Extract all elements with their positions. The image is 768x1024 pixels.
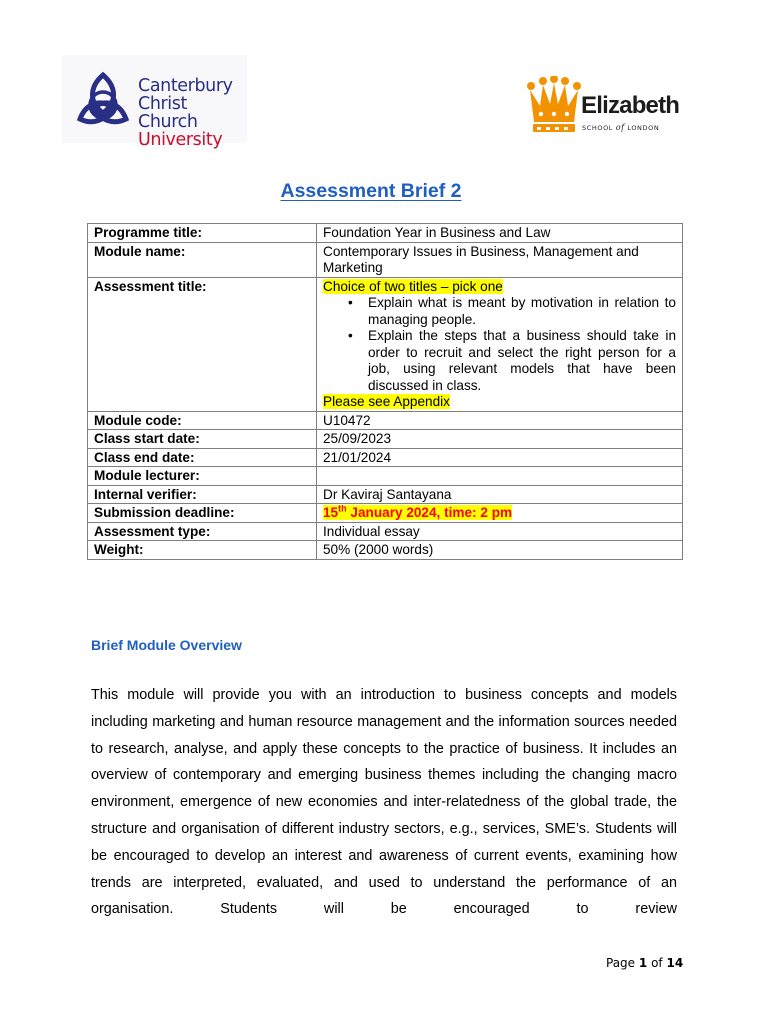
value-class-start-date: 25/09/2023 <box>317 430 683 449</box>
label-class-end-date: Class end date: <box>88 448 317 467</box>
table-row <box>88 242 683 277</box>
value-internal-verifier: Dr Kaviraj Santayana <box>317 485 683 504</box>
list-item: • Explain the steps that a business should take in order to recruit and select the right person for a job, using relevant models that have been discussed in class. <box>344 328 676 394</box>
value-class-end-date: 21/01/2024 <box>317 448 683 467</box>
appendix-note: Please see Appendix <box>323 394 450 409</box>
submission-deadline-text: 15th January 2024, time: 2 pm <box>323 503 513 520</box>
label-module-lecturer: Module lecturer: <box>88 467 317 486</box>
value-programme-title: Foundation Year in Business and Law <box>317 224 683 243</box>
value-module-lecturer <box>317 467 683 486</box>
page-number: Page 1 of 14 <box>606 956 684 970</box>
label-assessment-title: Assessment title: <box>88 277 317 411</box>
overview-body: This module will provide you with an introduction to business concepts and models including marketing and human resource management and the information sources needed to research, analyse, and apply these concepts to the practice of business. It includes an overview of contemporary and emerging business themes including the changing macro environment, emergence of new economies and inter-relatedness of the global trade, the structure and organisation of different industry sectors, e.g., services, SME’s. Students will be encouraged to develop an interest and awareness of current events, examining how trends are interpreted, evaluated, and used to understand the performance of an organisation. Students will be encouraged to review <box>91 687 677 918</box>
value-module-code: U10472 <box>317 411 683 430</box>
label-internal-verifier: Internal verifier: <box>88 485 317 504</box>
assessment-title-options <box>344 295 676 394</box>
value-assessment-type: Individual essay <box>317 522 683 541</box>
table-row <box>88 224 683 243</box>
trinity-knot-icon <box>72 69 134 131</box>
elizabeth-subline: SCHOOL of LONDON <box>582 123 660 132</box>
elizabeth-wordmark: Elizabeth <box>581 92 680 119</box>
canterbury-line3: University <box>138 130 223 150</box>
crown-icon <box>526 76 582 134</box>
value-weight: 50% (2000 words) <box>317 541 683 560</box>
table-row <box>88 504 683 523</box>
list-item: • Explain what is meant by motivation in relation to managing people. <box>344 295 676 328</box>
table-row <box>88 541 683 560</box>
table-row <box>88 448 683 467</box>
value-submission-deadline <box>317 504 683 523</box>
table-row <box>88 411 683 430</box>
assessment-title-intro: Choice of two titles – pick one <box>323 278 503 294</box>
label-module-name: Module name: <box>88 242 317 277</box>
overview-heading: Brief Module Overview <box>91 637 242 653</box>
value-module-name: Contemporary Issues in Business, Management and Marketing <box>317 242 683 277</box>
table-row <box>88 467 683 486</box>
elizabeth-logo <box>523 72 680 138</box>
label-weight: Weight: <box>88 541 317 560</box>
table-row <box>88 485 683 504</box>
table-row <box>88 522 683 541</box>
canterbury-line2: Christ Church <box>138 94 198 132</box>
canterbury-logo <box>62 55 247 150</box>
label-submission-deadline: Submission deadline: <box>88 504 317 523</box>
assessment-info-table <box>87 223 683 560</box>
table-row <box>88 430 683 449</box>
canterbury-line1: Canterbury <box>138 76 233 96</box>
label-module-code: Module code: <box>88 411 317 430</box>
document-title: Assessment Brief 2 <box>280 180 462 202</box>
label-class-start-date: Class start date: <box>88 430 317 449</box>
value-assessment-title <box>317 277 683 411</box>
canterbury-wordmark <box>138 77 247 149</box>
label-assessment-type: Assessment type: <box>88 522 317 541</box>
table-row <box>88 277 683 411</box>
label-programme-title: Programme title: <box>88 224 317 243</box>
